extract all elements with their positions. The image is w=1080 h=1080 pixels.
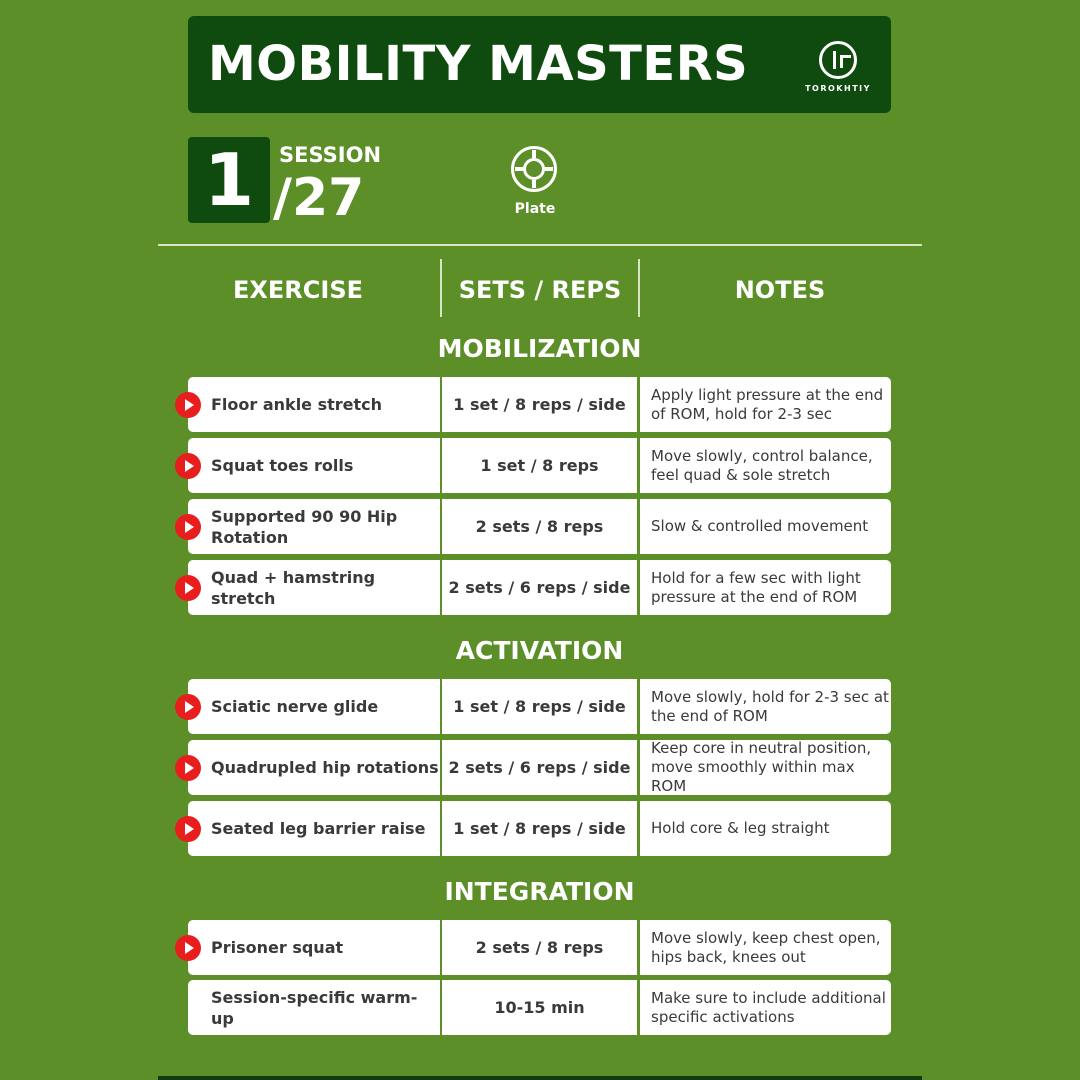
brand-logo — [805, 41, 871, 97]
session-total: /27 — [273, 168, 365, 228]
play-video-icon[interactable] — [175, 755, 201, 781]
play-video-icon[interactable] — [175, 935, 201, 961]
sets-reps: 10-15 min — [442, 980, 637, 1035]
section-title-integration: INTEGRATION — [444, 877, 635, 906]
exercise-name: Seated leg barrier raise — [188, 801, 440, 856]
play-video-icon[interactable] — [175, 453, 201, 479]
exercise-name: Quad + hamstring stretch — [188, 560, 440, 615]
exercise-name: Prisoner squat — [188, 920, 440, 975]
logo-text: TOROKHTIY — [805, 84, 871, 93]
sets-reps: 1 set / 8 reps — [442, 438, 637, 493]
exercise-notes: Keep core in neutral position, move smoothly within max ROM — [640, 740, 891, 795]
table-row — [188, 560, 891, 615]
exercise-name: Squat toes rolls — [188, 438, 440, 493]
sets-reps: 1 set / 8 reps / side — [442, 679, 637, 734]
exercise-name: Floor ankle stretch — [188, 377, 440, 432]
logo-icon — [819, 41, 857, 79]
column-header-sets: SETS / REPS — [458, 276, 622, 304]
table-row — [188, 980, 891, 1035]
exercise-notes: Slow & controlled movement — [640, 499, 891, 554]
sets-reps: 2 sets / 8 reps — [442, 499, 637, 554]
play-video-icon[interactable] — [175, 575, 201, 601]
exercise-notes: Move slowly, hold for 2-3 sec at the end of ROM — [640, 679, 891, 734]
exercise-name: Session-specific warm-up — [188, 980, 440, 1035]
column-header-notes: NOTES — [734, 276, 826, 304]
sets-reps: 2 sets / 6 reps / side — [442, 560, 637, 615]
header-banner — [188, 16, 891, 113]
table-row — [188, 740, 891, 795]
sets-reps: 1 set / 8 reps / side — [442, 801, 637, 856]
table-row — [188, 801, 891, 856]
exercise-notes: Hold core & leg straight — [640, 801, 891, 856]
play-video-icon[interactable] — [175, 694, 201, 720]
header-divider — [158, 244, 922, 246]
play-video-icon[interactable] — [175, 392, 201, 418]
exercise-notes: Move slowly, control balance, feel quad & sole stretch — [640, 438, 891, 493]
table-row — [188, 377, 891, 432]
play-video-icon[interactable] — [175, 816, 201, 842]
play-video-icon[interactable] — [175, 514, 201, 540]
section-title-mobilization: MOBILIZATION — [437, 334, 642, 363]
table-row — [188, 499, 891, 554]
table-row — [188, 679, 891, 734]
exercise-name: Quadrupled hip rotations — [188, 740, 440, 795]
sets-reps: 2 sets / 8 reps — [442, 920, 637, 975]
table-row — [188, 438, 891, 493]
exercise-notes: Move slowly, keep chest open, hips back, knees out — [640, 920, 891, 975]
session-label: SESSION — [279, 143, 382, 167]
sets-reps: 2 sets / 6 reps / side — [442, 740, 637, 795]
table-row — [188, 920, 891, 975]
bottom-border — [158, 1076, 922, 1080]
section-title-activation: ACTIVATION — [455, 636, 624, 665]
column-header-exercise: EXERCISE — [233, 276, 363, 304]
session-number: 1 — [188, 137, 270, 223]
page-title: MOBILITY MASTERS — [208, 36, 749, 92]
exercise-notes: Hold for a few sec with light pressure at the end of ROM — [640, 560, 891, 615]
equipment-label: Plate — [514, 201, 556, 217]
exercise-name: Supported 90 90 Hip Rotation — [188, 499, 440, 554]
sets-reps: 1 set / 8 reps / side — [442, 377, 637, 432]
exercise-name: Sciatic nerve glide — [188, 679, 440, 734]
exercise-notes: Make sure to include additional specific activations — [640, 980, 891, 1035]
exercise-notes: Apply light pressure at the end of ROM, hold for 2-3 sec — [640, 377, 891, 432]
plate-icon — [511, 146, 557, 192]
